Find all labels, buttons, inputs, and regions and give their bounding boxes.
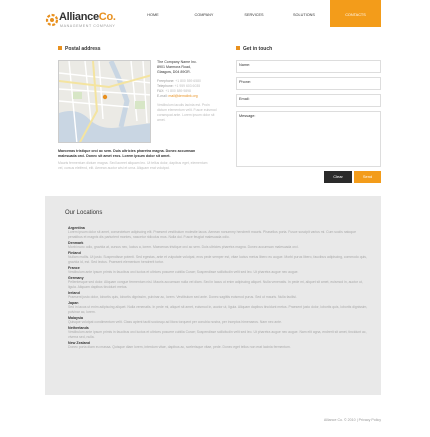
postal-heading-text: Postal address <box>65 46 101 52</box>
locations-panel <box>45 196 381 395</box>
address-line: The Company Name Inc. <box>157 60 197 64</box>
location-text: Vestibulum ante ipsum primis in faucibus orci luctus et ultrices posuere cubilia Curae; Suspendisse sollicitudin velit sed leo. Ut pharetra augue nec augue. Nam elit agna, endrerit sit amet, tincidunt ac, viverra sed, nulla. <box>68 330 367 339</box>
footer <box>300 418 381 422</box>
address-note: Vestibulum iaculis lacinia est. Proin dictum elementum velit. Fusce euismod consequat ante. Lorem ipsum dolor sit amet. <box>157 103 217 122</box>
contact-heading-text: Get in touch <box>243 46 273 52</box>
bullet-square-icon <box>58 46 62 50</box>
nav-solutions[interactable]: SOLUTIONS <box>293 13 315 17</box>
fax-value: +1 800 889 9898 <box>165 89 191 93</box>
location-text: Pellentesque sed dolor. Aliquam congue fermentum nisl. Mauris accumsan nulla vel diam. Sed in lacus ut enim adipiscing aliquet. Nulla venenatis. In pede mi, aliquet sit amet, euismod in, auctor ut, ligula. Aliquam dapibus tincidunt metus. <box>68 280 363 289</box>
location-country: Ireland <box>68 290 80 295</box>
logo-tagline: MANAGEMENT COMPANY <box>60 24 116 28</box>
logo-name-part1: Alliance <box>59 11 99 23</box>
location-item <box>68 241 368 250</box>
bullet-square-icon <box>236 46 240 50</box>
location-country: France <box>68 265 80 270</box>
address-line: 8901 Marmora Road, <box>157 65 191 69</box>
nav-company[interactable]: COMPANY <box>194 13 214 17</box>
location-text: Nullam mollis. Ut justo. Suspendisse potenti. Sed egestas, ante et vulputate volutpat, eros pede semper est, vitae luctus metus libero eu augue. Morbi purus libero, faucibus adipiscing, commodo quis, gravida id, est. Sed lectus. Praesent elementum hendrerit tortor. <box>68 255 367 264</box>
message-field[interactable] <box>236 111 381 167</box>
location-item <box>68 316 368 325</box>
telephone-value: +1 959 603 6035 <box>174 84 201 88</box>
name-field[interactable] <box>236 60 381 73</box>
location-country: Finland <box>68 251 81 256</box>
phone-label: Phone: <box>239 80 252 84</box>
location-country: New Zealand <box>68 340 90 345</box>
location-item <box>68 226 368 239</box>
privacy-policy-link[interactable]: Privacy Policy <box>358 418 381 422</box>
location-country: Netherlands <box>68 326 89 331</box>
location-country: Germany <box>68 276 84 281</box>
postal-address <box>157 60 219 123</box>
email-field-label: Email: <box>239 97 250 101</box>
email-link[interactable]: mail@demolink.org <box>168 94 198 98</box>
freephone-label: Freephone: <box>157 79 175 83</box>
map-image <box>59 61 151 143</box>
logo-name-part2: Co. <box>98 11 116 23</box>
freephone-value: +1 800 559 6580 <box>175 79 201 83</box>
locations-title: Our Locations <box>65 210 103 216</box>
email-field[interactable] <box>236 94 381 107</box>
email-label: E-mail: <box>157 94 168 98</box>
lead-text: Maecenas tristique orci ac sem. Duis ultricies pharetra magna. Donec accumsan malesuada orci. Donec sit amet eros. Lorem ipsum dolor sit amet. <box>58 149 196 158</box>
location-item <box>68 326 368 339</box>
postal-heading <box>58 46 101 52</box>
copyright-text: Alliance Co. © 2010 <box>323 418 356 422</box>
gear-sun-icon <box>44 12 60 28</box>
location-text: Quisque volutpat condimentum velit. Class aptent taciti sociosqu ad litora torquent per conubia nostra, per inceptos himenaeos. Nam nec ante. <box>68 320 282 325</box>
location-map[interactable] <box>58 60 151 143</box>
location-text: Sed in lacus ut enim adipiscing aliquet. Nulla venenatis. In pede mi, aliquet sit amet, euismod in, auctor ut, ligula. Aliquam dapibus tincidunt metus. Praesent justo dolor, lobortis quis, lobortis dignissim, pulvinar ac, lorem. <box>68 305 368 314</box>
address-line: Glasgow, D04 89GR. <box>157 70 191 74</box>
phone-field[interactable] <box>236 77 381 90</box>
location-text: Morbi nunc odio, gravida at, cursus nec, luctus a, lorem. Maecenas tristique orci ac sem. Duis ultricies pharetra magna. Donec accumsan malesuada orci. <box>68 245 299 250</box>
nav-home[interactable]: HOME <box>147 13 159 17</box>
location-country: Denmark <box>68 240 84 245</box>
fax-label: FAX: <box>157 89 165 93</box>
location-item <box>68 301 368 314</box>
contact-form <box>236 60 381 171</box>
clear-button[interactable]: Clear <box>324 171 352 183</box>
nav-services[interactable]: SERVICES <box>244 13 264 17</box>
name-label: Name: <box>239 63 251 67</box>
body-text: Mauris fermentum dictum magna. Sed laoreet aliquam leo. Ut tellus dolor, dapibus eget, elementum vel, cursus eleifend, elit. Aenean auctor wisi et urna. Aliquam erat volutpat. <box>58 161 208 170</box>
logo-name <box>59 11 116 23</box>
locations-list <box>68 226 368 351</box>
location-item <box>68 266 368 275</box>
location-country: Argentina <box>68 226 85 230</box>
location-item <box>68 251 368 264</box>
email-line <box>157 94 219 99</box>
location-text: Praesent justo dolor, lobortis quis, lobortis dignissim, pulvinar ac, lorem. Vestibulum sed ante. Donec sagittis euismod purus. Sed ut mauris. Nulla facilisi. <box>68 295 297 300</box>
nav-contacts[interactable]: CONTACTS <box>330 0 381 27</box>
telephone-label: Telephone: <box>157 84 174 88</box>
location-item <box>68 276 368 289</box>
location-text: Donec porta diam eu massa. Quisque diam lorem, interdum vitae, dapibus ac, scelerisque vitae, pede. Donec eget tellus non erat lacinia fermentum. <box>68 345 291 350</box>
send-button[interactable]: Send <box>354 171 381 183</box>
location-item <box>68 291 368 300</box>
location-text: Vestibulum ante ipsum primis in faucibus orci luctus et ultrices posuere cubilia Curae; Suspendisse sollicitudin velit sed leo. Ut pharetra augue nec augue. <box>68 270 299 275</box>
location-item <box>68 341 368 350</box>
location-country: Malaysia <box>68 315 83 320</box>
location-country: Japan <box>68 301 79 306</box>
contact-heading <box>236 46 272 52</box>
location-text: Lorem ipsum dolor sit amet, consectetuer adipiscing elit. Praesent vestibulum molestie lacus. Aenean nonummy hendrerit mauris. Phasellus porta. Fusce suscipit varius mi. Cum sociis natoque penatibus et magnis dis parturient montes, nascetur ridiculus mus. Nulla dui. Fusce feugiat malesuada odio. <box>68 230 356 239</box>
footer-separator: | <box>356 418 358 422</box>
message-label: Message: <box>239 114 256 118</box>
